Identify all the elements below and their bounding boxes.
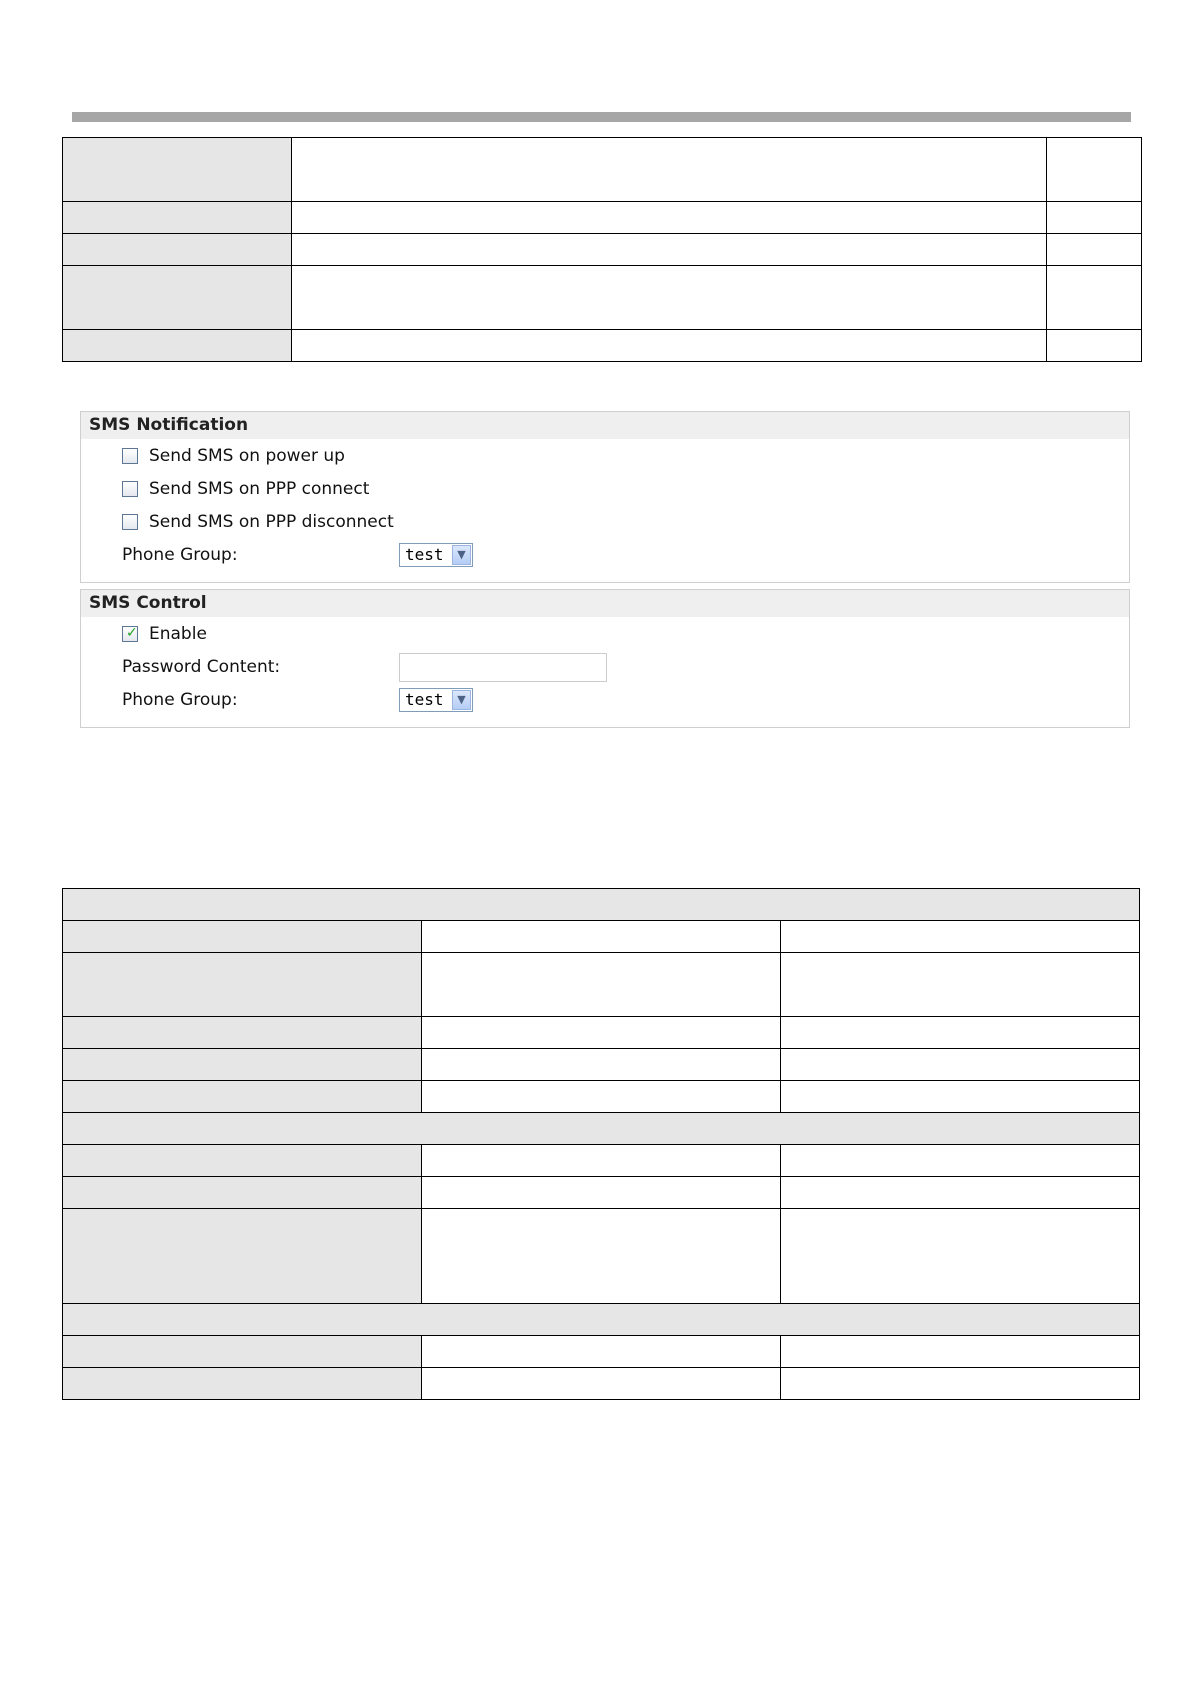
- password-content-input[interactable]: [399, 653, 607, 682]
- table-row: [63, 1017, 1140, 1049]
- password-content-label: Password Content:: [122, 657, 281, 677]
- checkbox-icon[interactable]: [122, 481, 138, 497]
- table-row: [63, 266, 1142, 330]
- table-row: [63, 202, 1142, 234]
- checkbox-icon[interactable]: [122, 448, 138, 464]
- table-row: [63, 1081, 1140, 1113]
- table-row: [63, 1145, 1140, 1177]
- phone-group-select[interactable]: [399, 688, 473, 712]
- table-row: [63, 1209, 1140, 1304]
- table-row: [63, 1049, 1140, 1081]
- chevron-down-icon[interactable]: ▼: [452, 690, 471, 710]
- phone-group-select[interactable]: [399, 543, 473, 567]
- sms-control-title: SMS Control: [81, 590, 1129, 617]
- section-row: [63, 1113, 1140, 1145]
- section-row: [63, 1304, 1140, 1336]
- table-row: [63, 234, 1142, 266]
- sms-control-panel: [80, 589, 1130, 728]
- table-row: [63, 330, 1142, 362]
- select-value: test: [405, 545, 444, 564]
- checkbox-checked-icon[interactable]: [122, 626, 138, 642]
- option-label: Send SMS on PPP disconnect: [149, 512, 394, 532]
- enable-option[interactable]: [122, 620, 207, 648]
- chevron-down-icon[interactable]: ▼: [452, 545, 471, 565]
- table-row: [63, 1368, 1140, 1400]
- sms-notification-panel: [80, 411, 1130, 583]
- phone-group-label: Phone Group:: [122, 545, 238, 565]
- sms-notification-title: SMS Notification: [81, 412, 1129, 439]
- option-send-sms-ppp-connect[interactable]: [122, 475, 369, 503]
- section-row: [63, 889, 1140, 921]
- parameter-table-top: [62, 137, 1142, 362]
- header-row: [63, 921, 1140, 953]
- header-rule: [72, 112, 1131, 122]
- enable-label: Enable: [149, 624, 207, 644]
- select-value: test: [405, 690, 444, 709]
- table-row: [63, 138, 1142, 202]
- table-row: [63, 1177, 1140, 1209]
- check-mark-icon: ✓: [126, 625, 138, 641]
- option-send-sms-ppp-disconnect[interactable]: [122, 508, 394, 536]
- phone-group-label: Phone Group:: [122, 690, 238, 710]
- checkbox-icon[interactable]: [122, 514, 138, 530]
- table-row: [63, 953, 1140, 1017]
- table-row: [63, 1336, 1140, 1368]
- option-send-sms-power-up[interactable]: [122, 442, 345, 470]
- option-label: Send SMS on PPP connect: [149, 479, 370, 499]
- parameter-table-bottom: [62, 888, 1140, 1400]
- option-label: Send SMS on power up: [149, 446, 345, 466]
